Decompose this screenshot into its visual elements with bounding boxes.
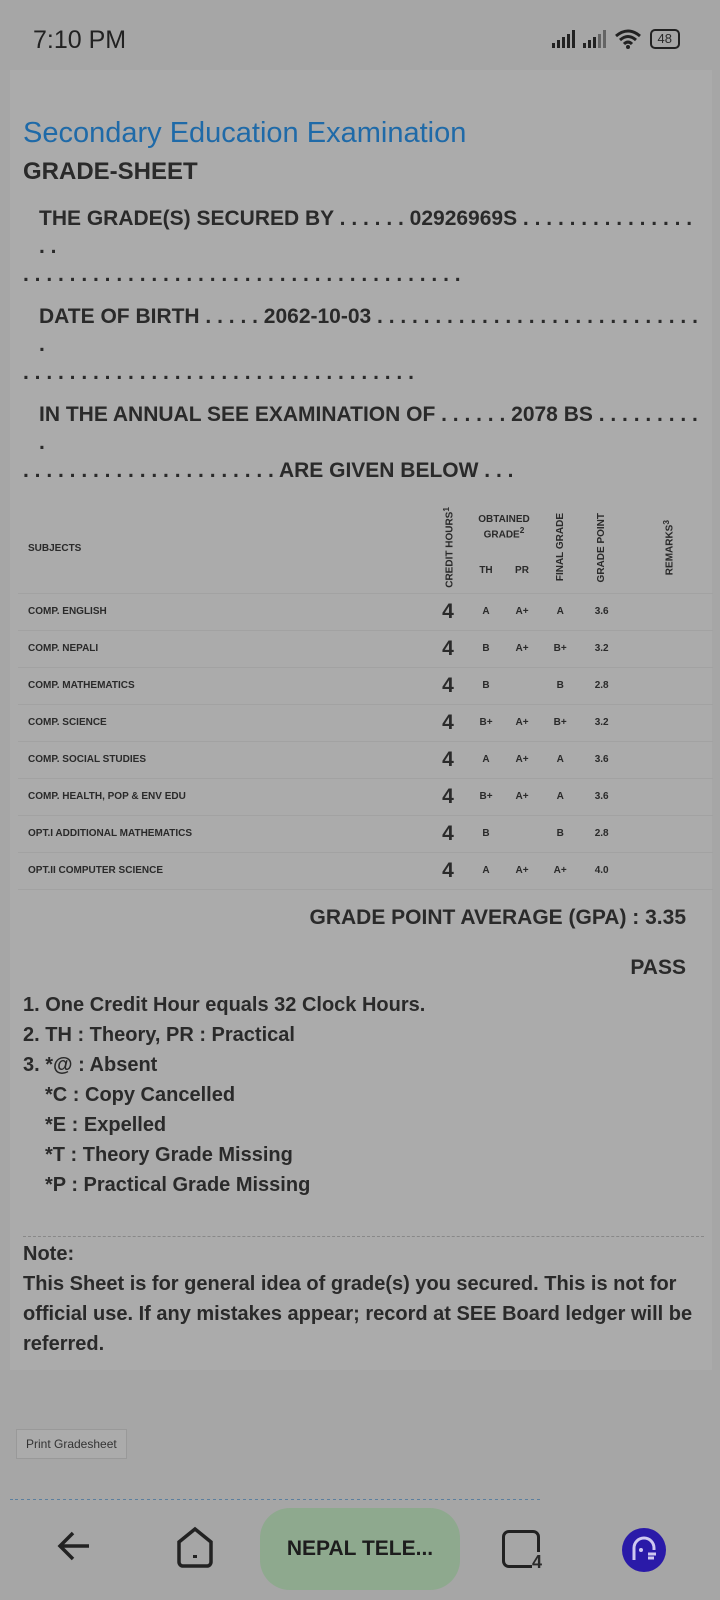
th-grade-cell: A — [468, 852, 504, 889]
pr-grade-cell — [504, 667, 540, 704]
gradesheet-content — [0, 115, 720, 1504]
th-grade-cell: A — [468, 741, 504, 778]
final-grade-cell: B+ — [540, 630, 580, 667]
grade-point-cell: 3.6 — [580, 778, 623, 815]
exam-title: Secondary Education Examination — [23, 117, 467, 149]
footnote: *P : Practical Grade Missing — [45, 1173, 311, 1196]
remarks-cell — [623, 593, 713, 630]
pr-grade-cell: A+ — [504, 778, 540, 815]
remarks-cell — [623, 704, 713, 741]
grade-point-cell: 2.8 — [580, 667, 623, 704]
note — [23, 1239, 703, 1359]
divider — [23, 1236, 704, 1237]
date-of-birth — [23, 303, 703, 387]
table-row — [18, 815, 713, 852]
credit-cell: 4 — [428, 667, 468, 704]
clock: 7:10 PM — [33, 26, 127, 54]
note-label: Note: — [23, 1242, 75, 1265]
assistant-icon[interactable] — [622, 1528, 666, 1572]
footnotes — [23, 990, 720, 1200]
pr-grade-cell: A+ — [504, 741, 540, 778]
active-app-button[interactable]: NEPAL TELE... — [260, 1508, 460, 1590]
signal-icon-2 — [583, 30, 606, 48]
status-bar — [0, 0, 720, 70]
table-row — [18, 667, 713, 704]
tabs-count: 4 — [531, 1552, 542, 1572]
header-pr: PR — [504, 549, 540, 594]
subject-cell: COMP. SOCIAL STUDIES — [18, 741, 428, 778]
table-row — [18, 741, 713, 778]
credit-cell: 4 — [428, 815, 468, 852]
dots-line: . . . . . . . . . . . . . . . . . . . . . . . . . . . . . . . . . . — [23, 361, 414, 384]
credit-cell: 4 — [428, 852, 468, 889]
pr-grade-cell: A+ — [504, 593, 540, 630]
grade-point-cell: 3.2 — [580, 630, 623, 667]
given-below-line: . . . . . . . . . . . . . . . . . . . . . . ARE GIVEN BELOW . . . — [23, 459, 514, 482]
print-gradesheet-button[interactable]: Print Gradesheet — [16, 1429, 127, 1459]
subject-cell: COMP. ENGLISH — [18, 593, 428, 630]
gradesheet-heading: GRADE-SHEET — [23, 158, 198, 185]
remarks-cell — [623, 667, 713, 704]
subject-cell: COMP. MATHEMATICS — [18, 667, 428, 704]
footnote: *T : Theory Grade Missing — [45, 1143, 293, 1166]
credit-cell: 4 — [428, 704, 468, 741]
remarks-cell — [623, 778, 713, 815]
remarks-cell — [623, 630, 713, 667]
th-grade-cell: B+ — [468, 778, 504, 815]
grade-point-cell: 3.6 — [580, 593, 623, 630]
header-point: GRADE POINT — [580, 505, 623, 593]
header-remarks: REMARKS$^3$ — [623, 505, 713, 593]
pr-grade-cell: A+ — [504, 630, 540, 667]
final-grade-cell: B — [540, 815, 580, 852]
dob-line: DATE OF BIRTH . . . . . 2062-10-03 . . . . . . . . . . . . . . . . . . . . . . . . . . . . . — [39, 305, 698, 356]
remarks-cell — [623, 852, 713, 889]
battery-icon: 48 — [650, 29, 680, 49]
th-grade-cell: B — [468, 815, 504, 852]
wifi-icon — [614, 28, 642, 50]
subject-cell: OPT.II COMPUTER SCIENCE — [18, 852, 428, 889]
subject-cell: COMP. SCIENCE — [18, 704, 428, 741]
signal-icon — [552, 30, 575, 48]
result-status: PASS — [630, 955, 686, 979]
table-row — [18, 704, 713, 741]
footnote: 1. One Credit Hour equals 32 Clock Hours. — [23, 993, 426, 1016]
back-icon[interactable] — [55, 1526, 95, 1566]
pr-grade-cell — [504, 815, 540, 852]
grades-table — [18, 505, 713, 890]
secured-by-line: THE GRADE(S) SECURED BY . . . . . . 02926969S . . . . . . . . . . . . . . . . . — [39, 207, 693, 258]
th-grade-cell: B — [468, 667, 504, 704]
exam-line: IN THE ANNUAL SEE EXAMINATION OF . . . . . . 2078 BS . . . . . . . . . . — [39, 403, 698, 454]
final-grade-cell: B+ — [540, 704, 580, 741]
header-th: TH — [468, 549, 504, 594]
credit-cell: 4 — [428, 778, 468, 815]
footnote: 2. TH : Theory, PR : Practical — [23, 1023, 295, 1046]
subject-cell: COMP. NEPALI — [18, 630, 428, 667]
note-text: This Sheet is for general idea of grade(s) you secured. This is not for official use. If any mistakes appear; record at SEE Board ledger will be referred. — [23, 1272, 693, 1355]
pr-grade-cell: A+ — [504, 704, 540, 741]
pr-grade-cell: A+ — [504, 852, 540, 889]
subject-cell: COMP. HEALTH, POP & ENV EDU — [18, 778, 428, 815]
credit-cell: 4 — [428, 593, 468, 630]
remarks-cell — [623, 815, 713, 852]
dots-line: . . . . . . . . . . . . . . . . . . . . . . . . . . . . . . . . . . . . . . — [23, 263, 461, 286]
grade-point-cell: 2.8 — [580, 815, 623, 852]
final-grade-cell: A — [540, 778, 580, 815]
remarks-cell — [623, 741, 713, 778]
grade-point-cell: 3.2 — [580, 704, 623, 741]
header-credit: CREDIT HOURS$^1$ — [428, 505, 468, 593]
credit-cell: 4 — [428, 741, 468, 778]
credit-cell: 4 — [428, 630, 468, 667]
th-grade-cell: B+ — [468, 704, 504, 741]
header-subjects: SUBJECTS — [18, 505, 428, 593]
table-row — [18, 593, 713, 630]
subject-cell: OPT.I ADDITIONAL MATHEMATICS — [18, 815, 428, 852]
final-grade-cell: A — [540, 593, 580, 630]
footnote: *E : Expelled — [45, 1113, 167, 1136]
home-icon[interactable] — [175, 1526, 215, 1568]
recent-tabs-icon[interactable] — [502, 1530, 542, 1572]
table-row — [18, 630, 713, 667]
exam-year — [23, 401, 703, 485]
th-grade-cell: B — [468, 630, 504, 667]
header-final: FINAL GRADE — [540, 505, 580, 593]
th-grade-cell: A — [468, 593, 504, 630]
footnote: 3. *@ : Absent — [23, 1053, 158, 1076]
final-grade-cell: A+ — [540, 852, 580, 889]
bottom-nav — [0, 1500, 720, 1600]
table-row — [18, 852, 713, 889]
table-row — [18, 778, 713, 815]
gpa: GRADE POINT AVERAGE (GPA) : 3.35 — [309, 905, 686, 929]
grade-point-cell: 3.6 — [580, 741, 623, 778]
final-grade-cell: A — [540, 741, 580, 778]
final-grade-cell: B — [540, 667, 580, 704]
header-obtained: OBTAINED GRADE$^2$ — [478, 513, 530, 540]
grade-point-cell: 4.0 — [580, 852, 623, 889]
secured-by — [23, 205, 703, 289]
footnote: *C : Copy Cancelled — [45, 1083, 236, 1106]
